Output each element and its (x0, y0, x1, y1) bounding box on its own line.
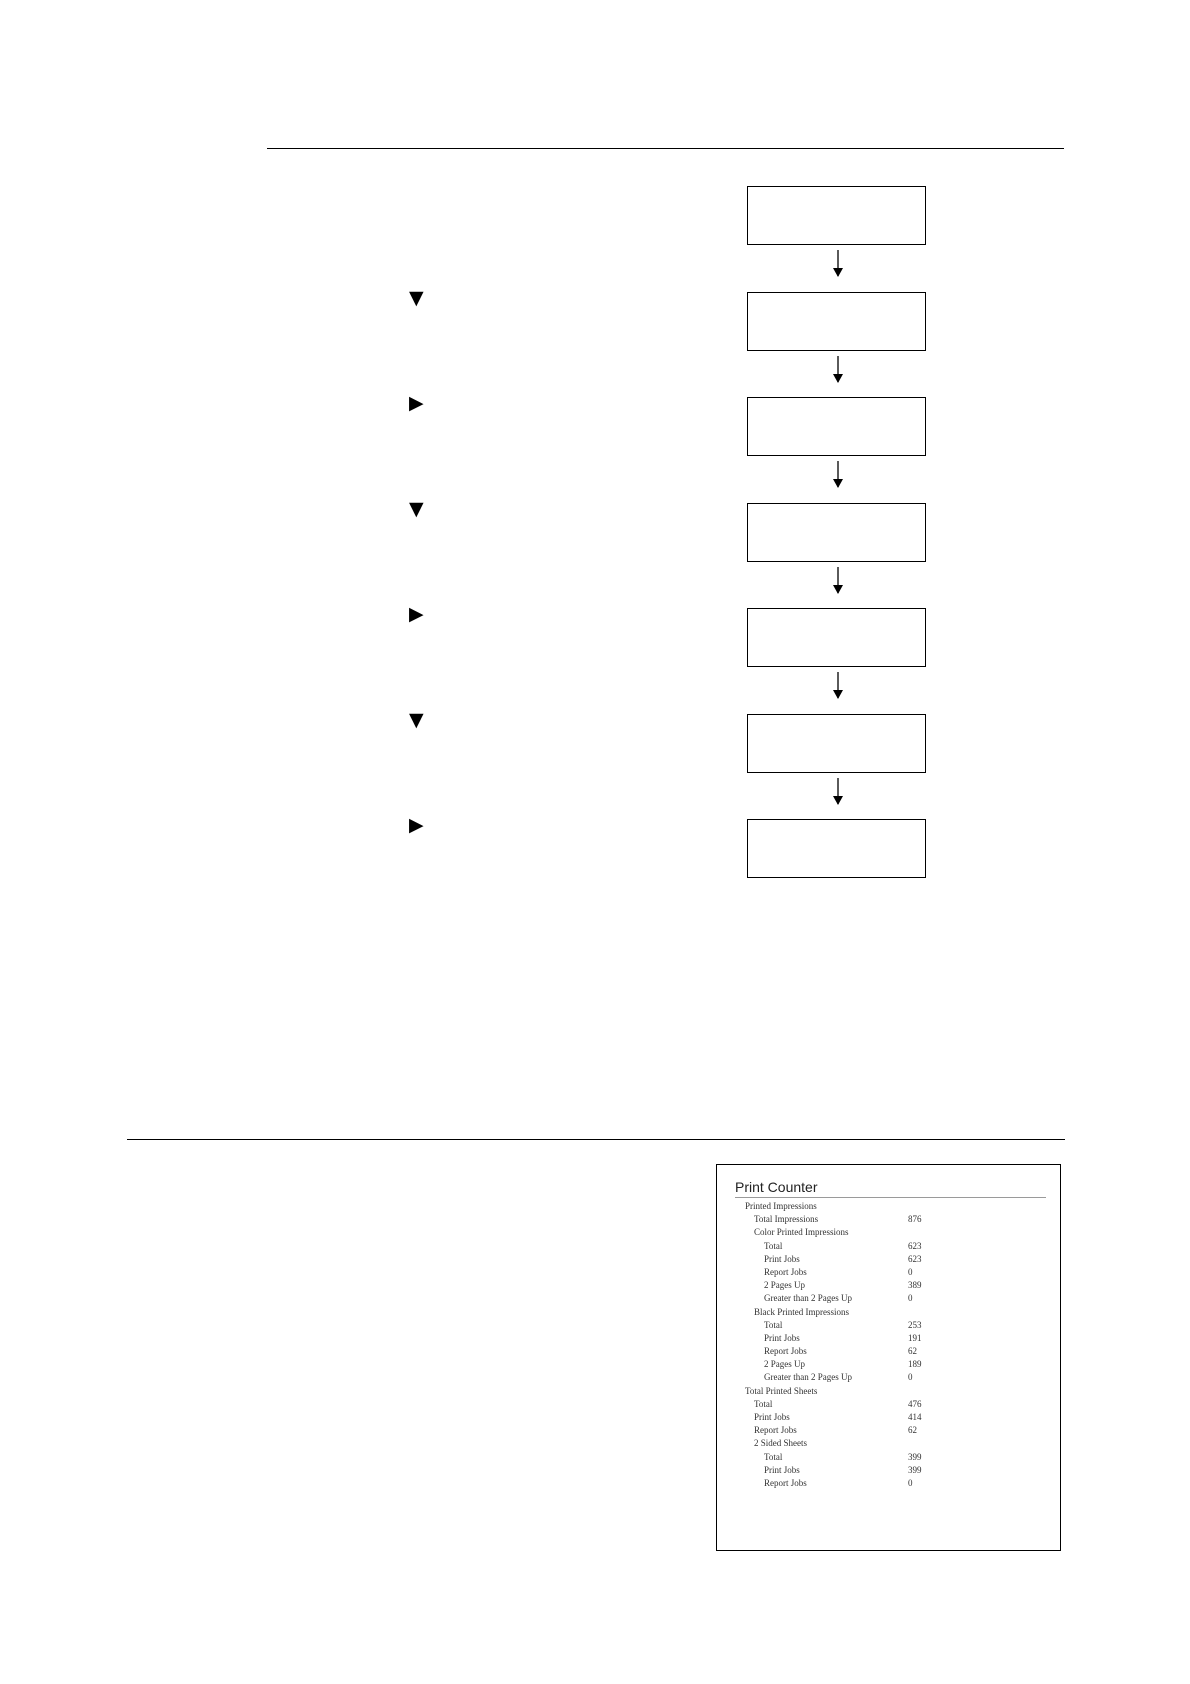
report-row-value: 191 (908, 1332, 922, 1343)
report-title: Print Counter (735, 1179, 818, 1195)
report-row-label: Total (754, 1398, 773, 1409)
report-row-label: Print Jobs (754, 1412, 790, 1422)
report-row (717, 1254, 1060, 1267)
report-row-label: Black Printed Impressions (754, 1306, 849, 1317)
report-row (717, 1412, 1060, 1425)
flow-arrow-icon (831, 461, 845, 489)
report-row (717, 1438, 1060, 1451)
right-triangle-icon: ▶ (409, 814, 424, 836)
report-row (717, 1399, 1060, 1412)
report-row-label: 2 Pages Up (764, 1359, 805, 1370)
report-row (717, 1267, 1060, 1280)
report-row-value: 399 (908, 1451, 922, 1462)
report-row-value: 389 (908, 1280, 922, 1291)
section-rule (127, 1139, 1065, 1140)
flow-arrow-icon (831, 356, 845, 384)
report-row-value: 253 (908, 1319, 922, 1330)
report-row-label: Print Jobs (764, 1464, 800, 1475)
report-row-value: 399 (908, 1464, 922, 1475)
report-row-label: Total (764, 1451, 783, 1462)
report-row-value: 876 (908, 1214, 922, 1225)
report-row-label: Total (764, 1240, 783, 1251)
report-row-value: 62 (908, 1346, 917, 1357)
display-panel (747, 714, 926, 773)
report-row-value: 0 (908, 1477, 913, 1488)
report-row-label: Greater than 2 Pages Up (764, 1372, 852, 1383)
report-row (717, 1478, 1060, 1491)
report-row (717, 1465, 1060, 1478)
report-title-rule (735, 1197, 1046, 1198)
report-row-value: 623 (908, 1253, 922, 1264)
report-row-label: Report Jobs (764, 1266, 807, 1277)
down-triangle-icon: ▼ (409, 709, 424, 731)
report-row-label: Report Jobs (764, 1346, 807, 1357)
report-row-label: Report Jobs (764, 1477, 807, 1488)
right-triangle-icon: ▶ (409, 392, 424, 414)
down-triangle-icon: ▼ (409, 498, 424, 520)
report-row (717, 1425, 1060, 1438)
display-panel (747, 819, 926, 878)
report-row-label: 2 Sided Sheets (754, 1438, 807, 1449)
report-row-label: Printed Impressions (745, 1201, 817, 1211)
flow-arrow-icon (831, 250, 845, 278)
report-row (717, 1346, 1060, 1359)
display-panel (747, 503, 926, 562)
report-row (717, 1293, 1060, 1306)
report-row-label: Report Jobs (754, 1425, 797, 1436)
report-row-label: Total Printed Sheets (745, 1385, 818, 1396)
report-row (717, 1214, 1060, 1227)
report-row-value: 623 (908, 1240, 922, 1251)
print-counter-report (716, 1164, 1061, 1551)
display-panel (747, 292, 926, 351)
flow-arrow-icon (831, 672, 845, 700)
flow-arrow-icon (831, 567, 845, 595)
report-row (717, 1201, 1060, 1214)
display-panel (747, 186, 926, 245)
report-row-label: Color Printed Impressions (754, 1227, 849, 1238)
report-row (717, 1320, 1060, 1333)
report-row (717, 1372, 1060, 1385)
display-panel (747, 608, 926, 667)
report-row-label: Total Impressions (754, 1214, 819, 1225)
report-row (717, 1333, 1060, 1346)
report-rows (717, 1201, 1060, 1491)
report-row (717, 1452, 1060, 1465)
report-row-value: 0 (908, 1266, 913, 1277)
report-row-label: Print Jobs (764, 1253, 800, 1264)
report-row-value: 0 (908, 1372, 913, 1383)
display-panel (747, 397, 926, 456)
top-rule (267, 148, 1064, 149)
right-triangle-icon: ▶ (409, 603, 424, 625)
report-row-value: 62 (908, 1425, 917, 1436)
report-row-value: 0 (908, 1293, 913, 1304)
report-row (717, 1280, 1060, 1293)
down-triangle-icon: ▼ (409, 287, 424, 309)
report-row-value: 476 (908, 1398, 922, 1409)
report-row (717, 1227, 1060, 1240)
report-row-value: 189 (908, 1359, 922, 1370)
report-row (717, 1307, 1060, 1320)
report-row-value: 414 (908, 1412, 922, 1422)
report-row-label: Print Jobs (764, 1332, 800, 1343)
report-row-label: Total (764, 1319, 783, 1330)
report-row (717, 1386, 1060, 1399)
flow-arrow-icon (831, 778, 845, 806)
report-row-label: Greater than 2 Pages Up (764, 1293, 852, 1304)
report-row (717, 1359, 1060, 1372)
report-row-label: 2 Pages Up (764, 1280, 805, 1291)
report-row (717, 1241, 1060, 1254)
